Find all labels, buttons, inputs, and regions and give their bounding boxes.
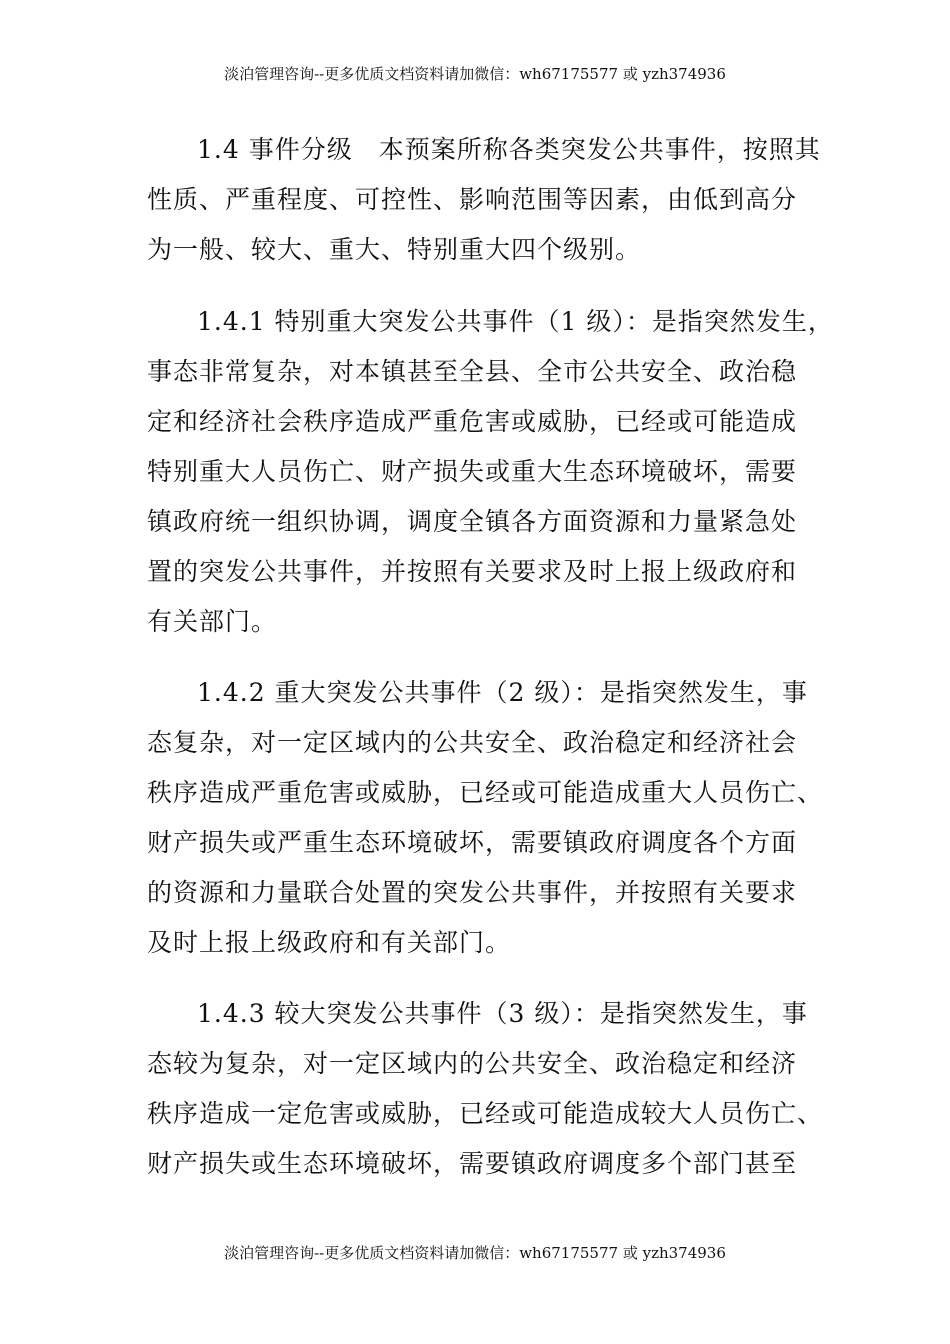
paragraph-2-line-1: 1.4.1 特别重大突发公共事件（1 级）：是指突然发生， bbox=[197, 307, 834, 336]
paragraph-4-line-3: 秩序造成一定危害或威胁，已经或可能造成较大人员伤亡、 bbox=[147, 1099, 824, 1128]
paragraph-2-line-2: 事态非常复杂，对本镇甚至全县、全市公共安全、政治稳 bbox=[147, 357, 798, 386]
page-header: 淡泊管理咨询--更多优质文档资料请加微信：wh67175577 或 yzh374936 bbox=[224, 65, 726, 83]
paragraph-2-line-7: 有关部门。 bbox=[147, 607, 278, 636]
paragraph-4-line-2: 态较为复杂，对一定区域内的公共安全、政治稳定和经济 bbox=[147, 1049, 798, 1078]
paragraph-1-line-2: 性质、严重程度、可控性、影响范围等因素，由低到高分 bbox=[147, 185, 798, 214]
paragraph-1-line-1: 1.4 事件分级 本预案所称各类突发公共事件，按照其 bbox=[197, 135, 821, 164]
paragraph-3-line-2: 态复杂，对一定区域内的公共安全、政治稳定和经济社会 bbox=[147, 728, 798, 757]
paragraph-3-line-1: 1.4.2 重大突发公共事件（2 级）：是指突然发生，事 bbox=[197, 678, 808, 707]
paragraph-4-line-4: 财产损失或生态环境破坏，需要镇政府调度多个部门甚至 bbox=[147, 1149, 798, 1178]
paragraph-2-line-5: 镇政府统一组织协调，调度全镇各方面资源和力量紧急处 bbox=[147, 507, 798, 536]
paragraph-3-line-4: 财产损失或严重生态环境破坏，需要镇政府调度各个方面 bbox=[147, 828, 798, 857]
paragraph-1-line-3: 为一般、较大、重大、特别重大四个级别。 bbox=[147, 235, 642, 264]
paragraph-3-line-3: 秩序造成严重危害或威胁，已经或可能造成重大人员伤亡、 bbox=[147, 778, 824, 807]
paragraph-2-line-3: 定和经济社会秩序造成严重危害或威胁，已经或可能造成 bbox=[147, 407, 798, 436]
paragraph-4-line-1: 1.4.3 较大突发公共事件（3 级）：是指突然发生，事 bbox=[197, 999, 808, 1028]
page-footer: 淡泊管理咨询--更多优质文档资料请加微信：wh67175577 或 yzh374936 bbox=[224, 1244, 726, 1262]
paragraph-2-line-6: 置的突发公共事件，并按照有关要求及时上报上级政府和 bbox=[147, 557, 798, 586]
paragraph-3-line-6: 及时上报上级政府和有关部门。 bbox=[147, 928, 512, 957]
paragraph-3-line-5: 的资源和力量联合处置的突发公共事件，并按照有关要求 bbox=[147, 878, 798, 907]
paragraph-2-line-4: 特别重大人员伤亡、财产损失或重大生态环境破坏，需要 bbox=[147, 457, 798, 486]
